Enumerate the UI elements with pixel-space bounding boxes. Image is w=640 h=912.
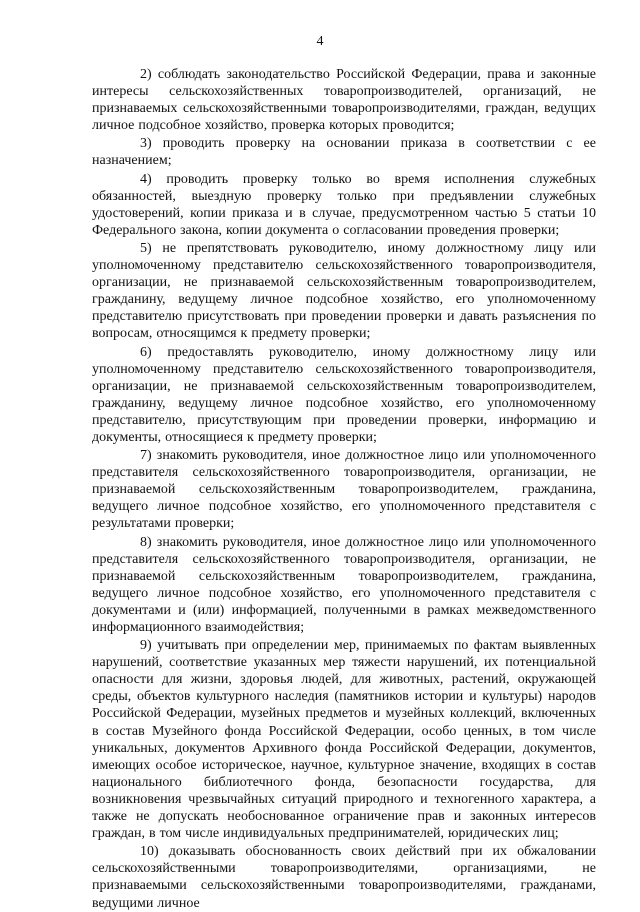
paragraph-item-8: 8) знакомить руководителя, иное должностное лицо или уполномоченного представителя сельскохозяйственного товаропроизводителя, организации, не признаваемой сельскохозяйственным товаропроизводителем, гражданина, ведущего личное подсобное хозяйство, его уполномоченного представителя с документами и (или) информацией, полученными в рамках межведомственного информационного взаимодействия; [92, 534, 596, 635]
page-number: 4 [316, 34, 324, 49]
paragraph-item-4: 4) проводить проверку только во время исполнения служебных обязанностей, выездную проверку только при предъявлении служебных удостоверений, копии приказа и в случае, предусмотренном частью 5 статьи 10 Федерального закона, копии документа о согласовании проведения проверки; [92, 171, 596, 238]
paragraph-item-6: 6) предоставлять руководителю, иному должностному лицу или уполномоченному представителю сельскохозяйственного товаропроизводителя, организации, не признаваемой сельскохозяйственным товаропроизводителем, гражданину, ведущему личное подсобное хозяйство, его уполномоченному представителю, присутствующим при проведении проверки, информацию и документы, относящиеся к предмету проверки; [92, 344, 596, 445]
paragraph-item-9: 9) учитывать при определении мер, принимаемых по фактам выявленных нарушений, соответствие указанных мер тяжести нарушений, их потенциальной опасности для жизни, здоровья людей, для животных, растений, окружающей среды, объектов культурного наследия (памятников истории и культуры) народов Российской Федерации, музейных предметов и музейных коллекций, включенных в состав Музейного фонда Российской Федерации, особо ценных, в том числе уникальных, документов Архивного фонда Российской Федерации, документов, имеющих особое историческое, научное, культурное значение, входящих в состав национального библиотечного фонда, безопасности государства, для возникновения чрезвычайных ситуаций природного и техногенного характера, а также не допускать необоснованное ограничение прав и законных интересов граждан, в том числе индивидуальных предпринимателей, юридических лиц; [92, 638, 596, 842]
paragraph-item-3: 3) проводить проверку на основании приказа в соответствии с ее назначением; [92, 136, 596, 169]
paragraph-item-2: 2) соблюдать законодательство Российской Федерации, права и законные интересы сельскохозяйственных товаропроизводителей, организаций, не признаваемых сельскохозяйственными товаропроизводителями, граждан, ведущих личное подсобное хозяйство, проверка которых проводится; [92, 67, 596, 134]
paragraph-item-10: 10) доказывать обоснованность своих действий при их обжаловании сельскохозяйственными товаропроизводителями, организациями, не признаваемыми сельскохозяйственными товаропроизводителями, гражданами, ведущими личное [92, 844, 596, 911]
paragraph-item-5: 5) не препятствовать руководителю, иному должностному лицу или уполномоченному представителю сельскохозяйственного товаропроизводителя, организации, не признаваемой сельскохозяйственным товаропроизводителем, гражданину, ведущему личное подсобное хозяйство, его уполномоченному представителю присутствовать при проведении проверки и давать разъяснения по вопросам, относящимся к предмету проверки; [92, 240, 596, 342]
paragraph-item-7: 7) знакомить руководителя, иное должностное лицо или уполномоченного представителя сельскохозяйственного товаропроизводителя, организации, не признаваемой сельскохозяйственным товаропроизводителем, гражданина, ведущего личное подсобное хозяйство, его уполномоченного представителя с результатами проверки; [92, 448, 596, 532]
document-body [92, 66, 596, 912]
